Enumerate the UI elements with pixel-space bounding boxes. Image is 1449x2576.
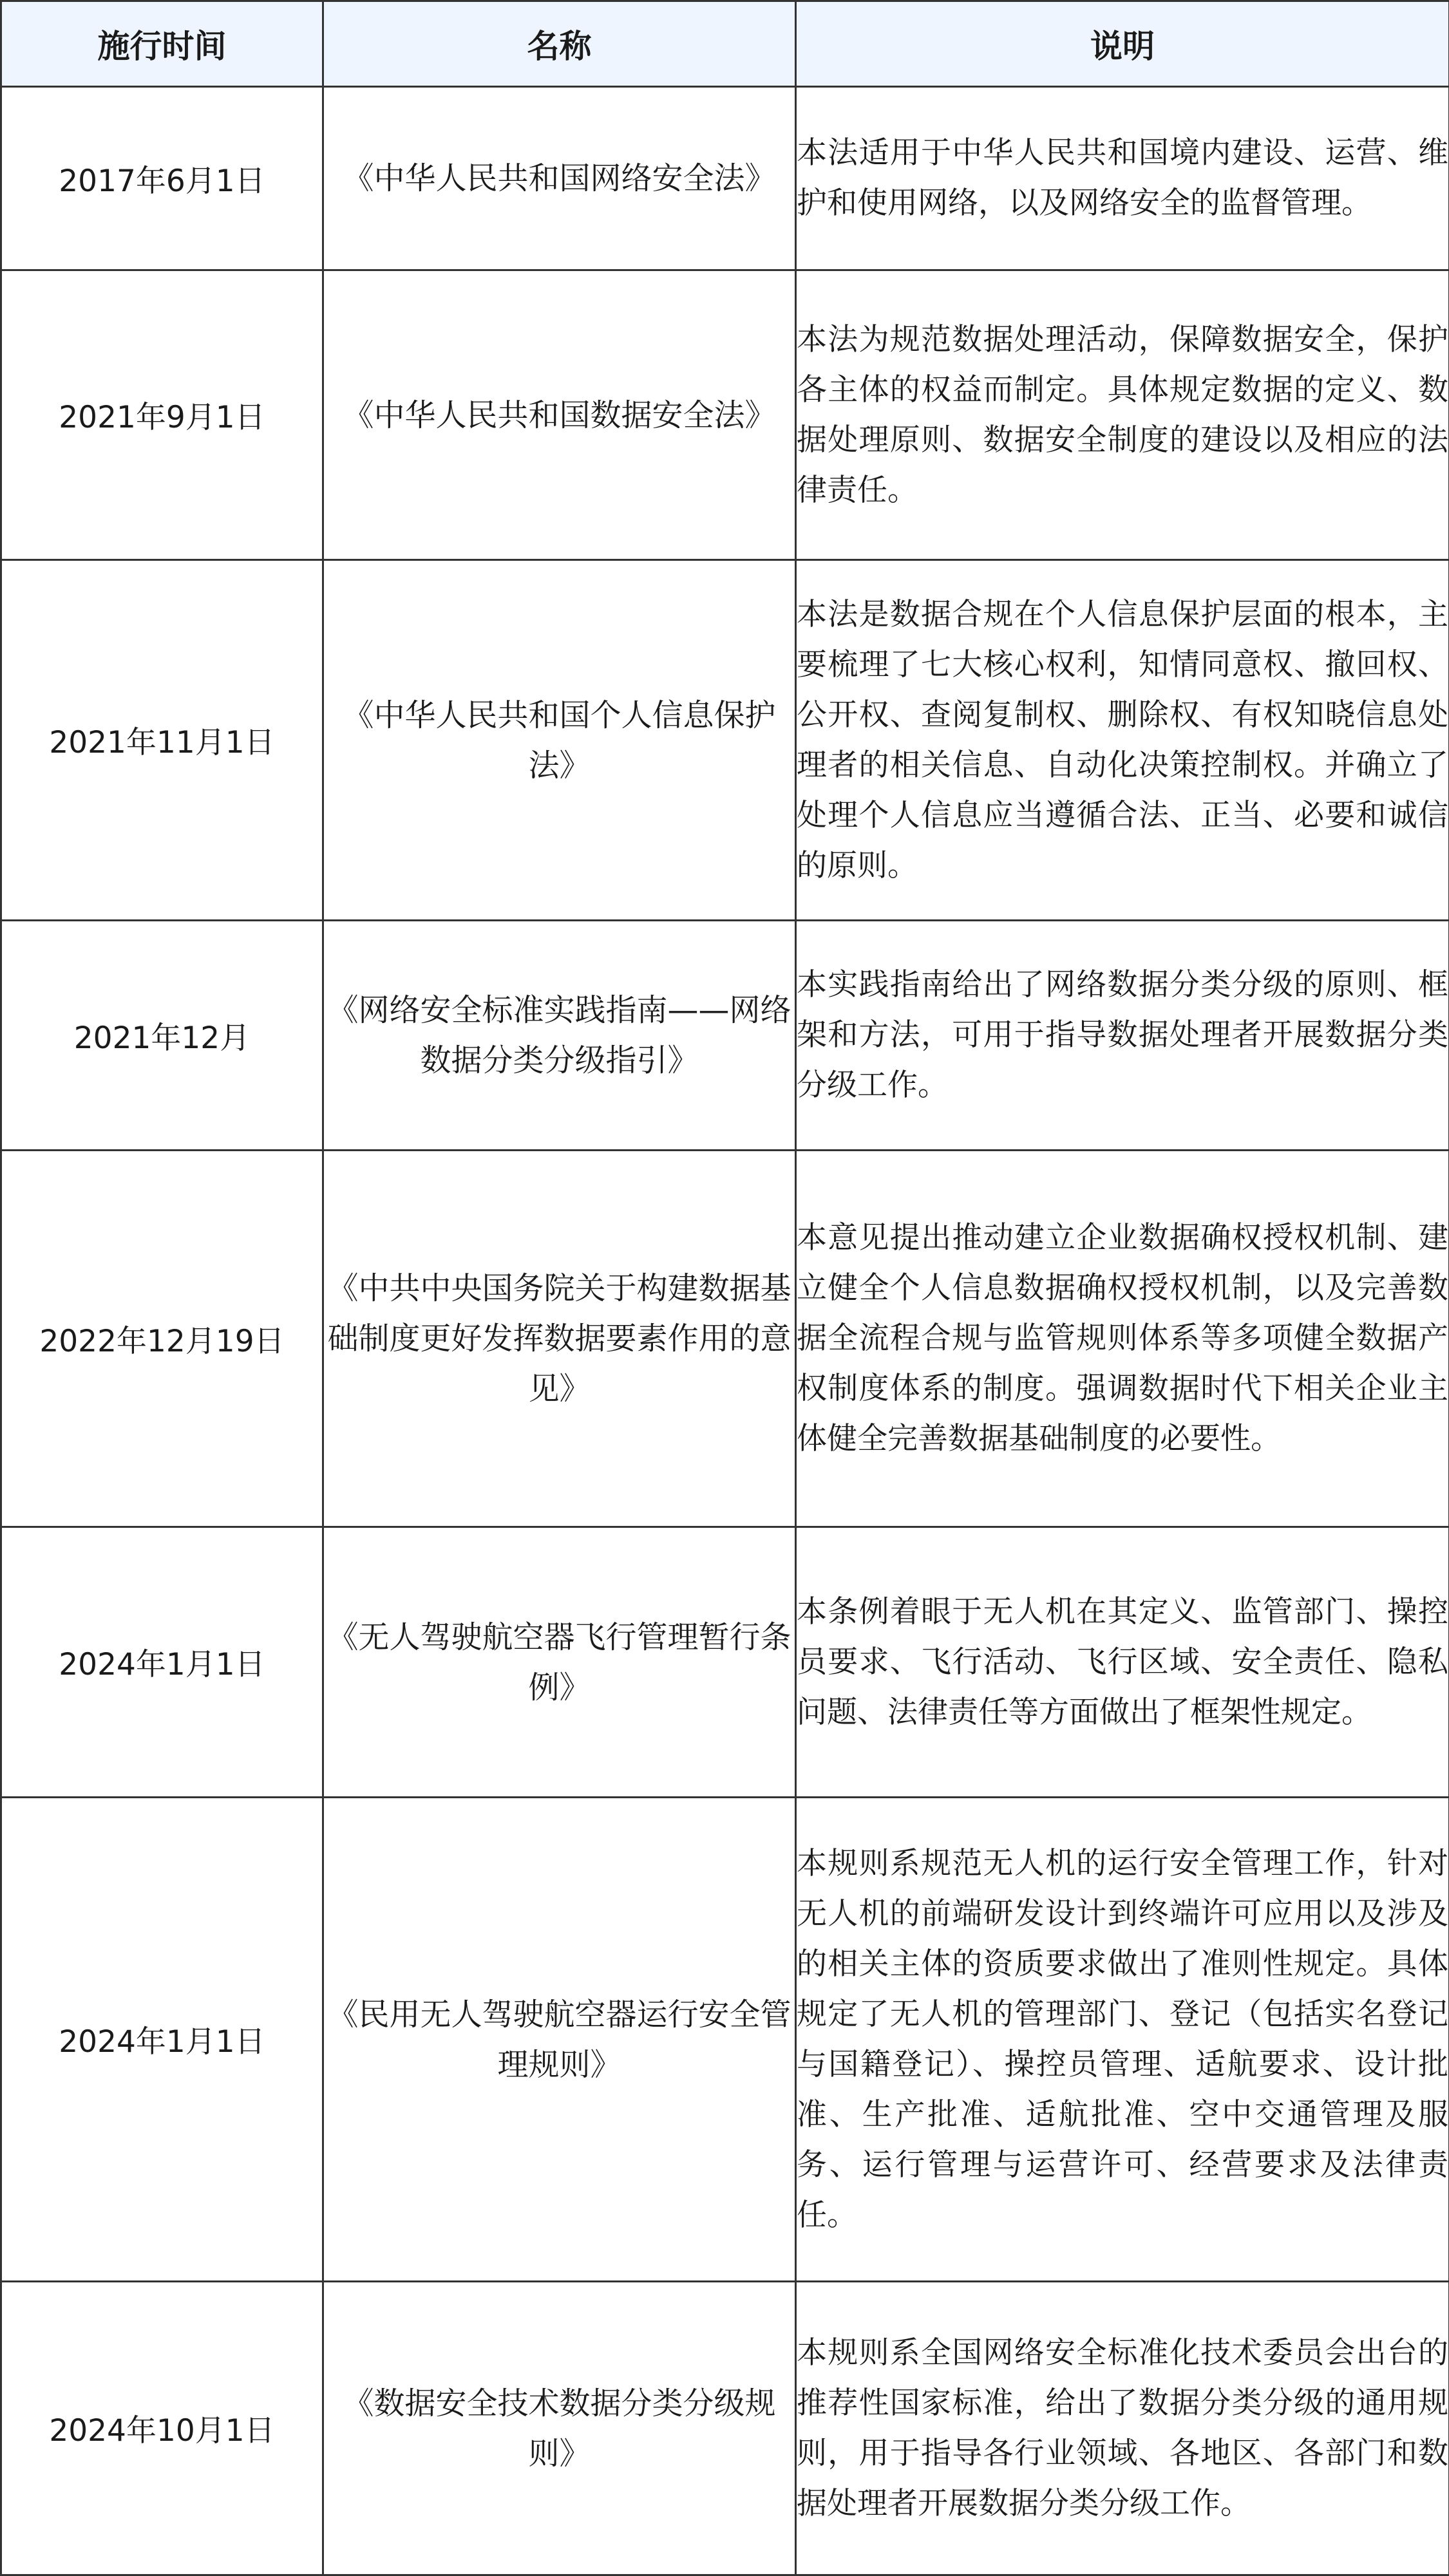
row-date: 2022年12月19日 bbox=[1, 1151, 323, 1527]
row-description bbox=[796, 2282, 1449, 2575]
row-date: 2024年1月1日 bbox=[1, 1527, 323, 1798]
row-description-text: 本法适用于中华人民共和国境内建设、运营、维护和使用网络，以及网络安全的监督管理。 bbox=[797, 128, 1448, 229]
table-row bbox=[1, 1151, 1449, 1527]
table-header-row bbox=[1, 1, 1449, 87]
table-row bbox=[1, 1798, 1449, 2282]
header-description: 说明 bbox=[796, 1, 1449, 87]
row-description bbox=[796, 87, 1449, 270]
table-row bbox=[1, 270, 1449, 560]
row-name bbox=[323, 560, 796, 921]
row-name-text: 《中华人民共和国个人信息保护法》 bbox=[324, 690, 795, 791]
row-name bbox=[323, 87, 796, 270]
row-name bbox=[323, 921, 796, 1151]
table-row bbox=[1, 87, 1449, 270]
row-description-text: 本意见提出推动建立企业数据确权授权机制、建立健全个人信息数据确权授权机制，以及完善数据全流程合规与监管规则体系等多项健全数据产权制度体系的制度。强调数据时代下相关企业主体健全完善数据基础制度的必要性。 bbox=[797, 1213, 1448, 1464]
row-date: 2021年9月1日 bbox=[1, 270, 323, 560]
row-date: 2024年1月1日 bbox=[1, 1798, 323, 2282]
row-description-text: 本法为规范数据处理活动，保障数据安全，保护各主体的权益而制定。具体规定数据的定义、数据处理原则、数据安全制度的建设以及相应的法律责任。 bbox=[797, 315, 1448, 516]
row-name bbox=[323, 2282, 796, 2575]
row-description-text: 本条例着眼于无人机在其定义、监管部门、操控员要求、飞行活动、飞行区域、安全责任、隐私问题、法律责任等方面做出了框架性规定。 bbox=[797, 1587, 1448, 1738]
row-description-text: 本法是数据合规在个人信息保护层面的根本，主要梳理了七大核心权利，知情同意权、撤回权、公开权、查阅复制权、删除权、有权知晓信息处理者的相关信息、自动化决策控制权。并确立了处理个人信息应当遵循合法、正当、必要和诚信的原则。 bbox=[797, 590, 1448, 891]
row-date: 2021年12月 bbox=[1, 921, 323, 1151]
row-description-text: 本规则系全国网络安全标准化技术委员会出台的推荐性国家标准，给出了数据分类分级的通用规则，用于指导各行业领域、各地区、各部门和数据处理者开展数据分类分级工作。 bbox=[797, 2328, 1448, 2529]
header-date: 施行时间 bbox=[1, 1, 323, 87]
row-name-text: 《无人驾驶航空器飞行管理暂行条例》 bbox=[324, 1612, 795, 1713]
row-name-text: 《中华人民共和国数据安全法》 bbox=[324, 390, 795, 440]
row-name-text: 《民用无人驾驶航空器运行安全管理规则》 bbox=[324, 1989, 795, 2090]
row-name bbox=[323, 270, 796, 560]
table-row bbox=[1, 1527, 1449, 1798]
table-row bbox=[1, 560, 1449, 921]
row-description bbox=[796, 1798, 1449, 2282]
table-row bbox=[1, 2282, 1449, 2575]
row-date: 2017年6月1日 bbox=[1, 87, 323, 270]
table-row bbox=[1, 921, 1449, 1151]
row-description bbox=[796, 1151, 1449, 1527]
row-description-text: 本规则系规范无人机的运行安全管理工作，针对无人机的前端研发设计到终端许可应用以及涉及的相关主体的资质要求做出了准则性规定。具体规定了无人机的管理部门、登记（包括实名登记与国籍登记）、操控员管理、适航要求、设计批准、生产批准、适航批准、空中交通管理及服务、运行管理与运营许可、经营要求及法律责任。 bbox=[797, 1839, 1448, 2241]
row-description-text: 本实践指南给出了网络数据分类分级的原则、框架和方法，可用于指导数据处理者开展数据分类分级工作。 bbox=[797, 960, 1448, 1111]
row-description bbox=[796, 270, 1449, 560]
row-name-text: 《网络安全标准实践指南——网络数据分类分级指引》 bbox=[324, 985, 795, 1086]
row-name bbox=[323, 1798, 796, 2282]
row-description bbox=[796, 921, 1449, 1151]
header-name: 名称 bbox=[323, 1, 796, 87]
row-name-text: 《中华人民共和国网络安全法》 bbox=[324, 153, 795, 203]
row-name-text: 《中共中央国务院关于构建数据基础制度更好发挥数据要素作用的意见》 bbox=[324, 1263, 795, 1414]
row-name bbox=[323, 1527, 796, 1798]
row-description bbox=[796, 1527, 1449, 1798]
row-description bbox=[796, 560, 1449, 921]
row-date: 2021年11月1日 bbox=[1, 560, 323, 921]
row-name bbox=[323, 1151, 796, 1527]
row-date: 2024年10月1日 bbox=[1, 2282, 323, 2575]
row-name-text: 《数据安全技术数据分类分级规则》 bbox=[324, 2378, 795, 2479]
